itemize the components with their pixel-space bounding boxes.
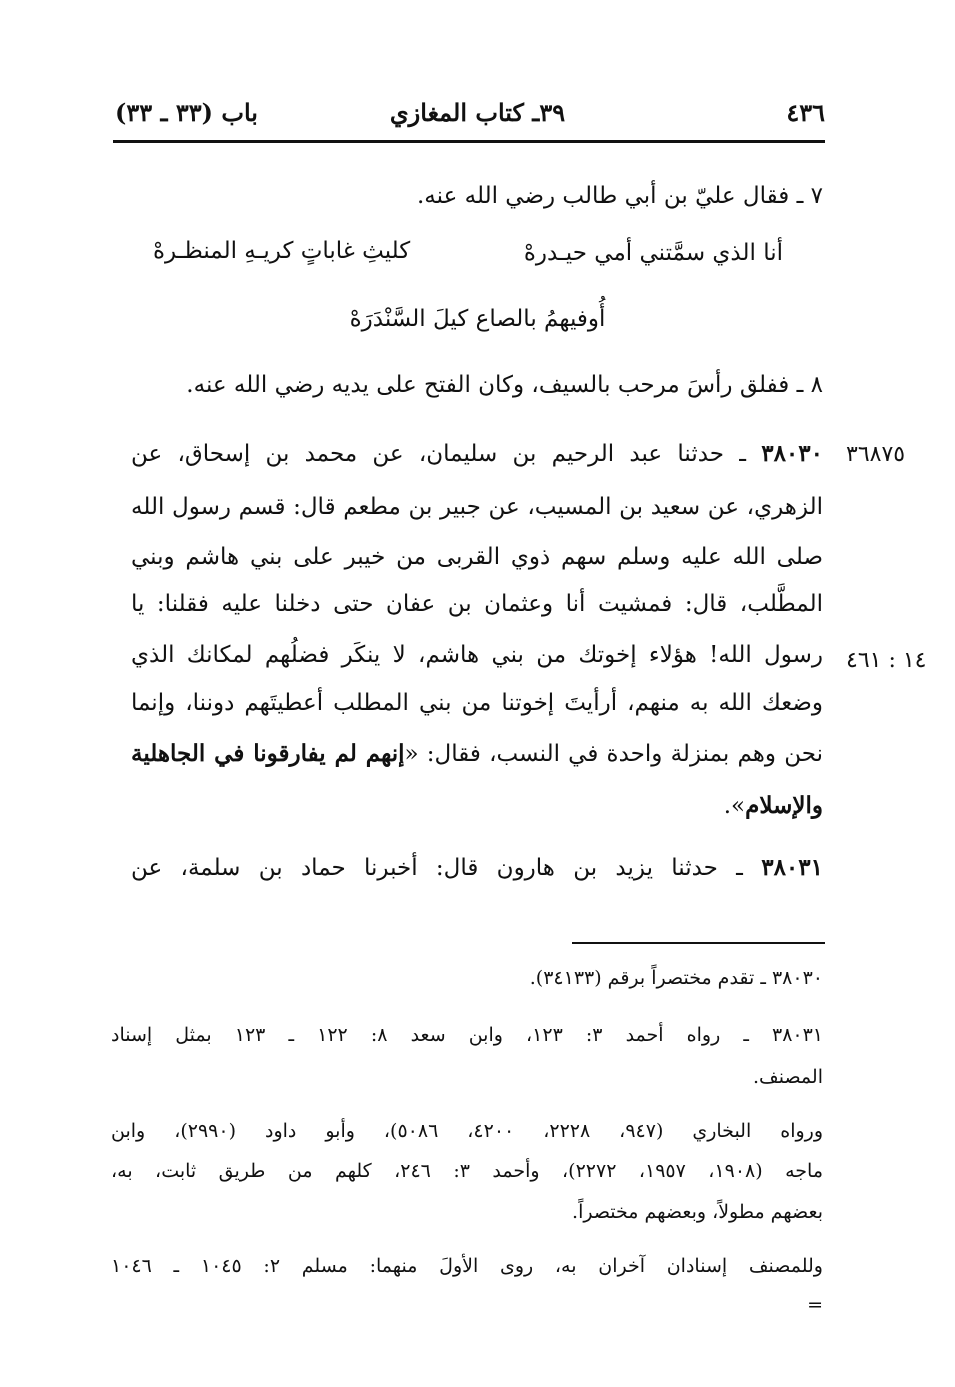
footnote-bukhari-line-1: ورواه البخاري (٩٤٧، ٢٢٢٨، ٤٢٠٠، ٥٠٨٦)، وأبو داود (٢٩٩٠)، وابن [111, 1120, 823, 1142]
continuation-mark: = [807, 1294, 823, 1316]
item-7-text: ٧ ـ فقال عليّ بن أبي طالب رضي الله عنه. [417, 183, 823, 209]
verse-2: أُوفيهمُ بالصاع كيلَ السَّنْدَرَهْ [349, 306, 606, 332]
item-8-text: ٨ ـ ففلق رأسَ مرحب بالسيف، وكان الفتح على يديه رضي الله عنه. [186, 372, 823, 398]
hadith-38030-line-4: المطَّلب، قال: فمشيت أنا وعثمان بن عفان حتى دخلنا عليه فقلنا: يا [131, 591, 823, 617]
footnote-bukhari-line-2: ماجه (١٩٠٨، ١٩٥٧، ٢٢٧٢)، وأحمد ٣: ٢٤٦، كلهم من طريق ثابت، به، [111, 1160, 824, 1182]
footnote-bukhari-line-3: بعضهم مطولاً، وبعضهم مختصراً. [572, 1201, 823, 1223]
hadith-number: ٣٨٠٣١ [761, 854, 823, 881]
margin-number: ٣٦٨٧٥ [846, 442, 906, 467]
footnote-38031-line-1: ٣٨٠٣١ ـ رواه أحمد ٣: ١٢٣، وابن سعد ٨: ١٢٢ ـ ١٢٣ بمثل إسناد [111, 1024, 824, 1046]
hadith-38030-line-7 [131, 740, 823, 767]
margin-reference: ١٤ : ٤٦١ [846, 648, 927, 673]
hadith-38030-line-5: رسول الله! هؤلاء إخوتك من بني هاشم، لا ينكَر فضلُهم لمكانك الذي [131, 642, 823, 668]
page-number: ٤٣٦ [786, 98, 825, 127]
hadith-end: ». [723, 793, 746, 819]
hadith-38030-line-8 [131, 792, 823, 819]
footnote-other-chains: وللمصنف إسنادان آخران به، روى الأولَ منهما: مسلم ٢: ١٠٤٥ ـ ١٠٤٦ [111, 1255, 823, 1277]
hadith-text: نحن وهم بمنزلة واحدة في النسب، فقال: « [404, 741, 823, 767]
verse-1-left: كليثِ غاباتٍ كريـهِ المنظـرهْ [153, 238, 411, 264]
hadith-text: ـ حدثنا يزيد بن هارون قال: أخبرنا حماد بن سلمة، عن [131, 855, 762, 881]
hadith-quote-bold-end: والإسلام [745, 792, 823, 819]
hadith-quote-bold: إنهم لم يفارقونا في الجاهلية [131, 740, 405, 767]
footnote-38031-line-2: المصنف. [753, 1066, 823, 1088]
header-rule [113, 140, 825, 143]
footnote-38030: ٣٨٠٣٠ ـ تقدم مختصراً برقم (٣٤١٣٣). [529, 967, 823, 989]
hadith-38030-line-6: وضعك الله به منهم، أرأيتَ إخوتنا من بني المطلب أعطيتَهم دوننا، وإنما [131, 690, 823, 716]
book-title: ٣٩ـ كتاب المغازي [389, 98, 566, 127]
hadith-text: ـ حدثنا عبد الرحيم بن سليمان، عن محمد بن إسحاق، عن [131, 441, 762, 467]
hadith-38030-line-3: صلى الله عليه وسلم سهم ذوي القربى من خيبر على بني هاشم وبني [131, 544, 823, 570]
hadith-38031-line-1 [131, 854, 823, 881]
footnote-rule [572, 942, 825, 944]
hadith-38030-line-2: الزهري، عن سعيد بن المسيب، عن جبير بن مطعم قال: قسم رسول الله [131, 494, 823, 520]
chapter-range: باب (٣٣ ـ ٣٣) [115, 98, 258, 127]
hadith-number: ٣٨٠٣٠ [761, 440, 823, 467]
hadith-38030-line-1 [131, 440, 823, 467]
verse-1-right: أنا الذي سمَّتني أمي حيـدرهْ [523, 240, 783, 266]
